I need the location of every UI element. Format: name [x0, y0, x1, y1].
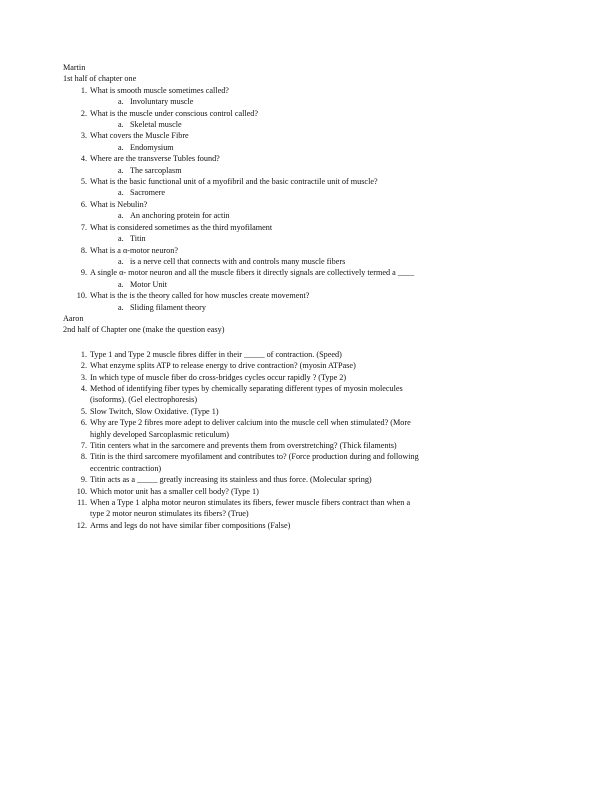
question-item [63, 440, 563, 451]
question-text: What is considered sometimes as the third myofilament [90, 222, 273, 232]
question-item [63, 290, 563, 313]
question-list-second-half [63, 349, 563, 532]
question-text: Titin centers what in the sarcomere and prevents them from overstretching? (Thick filaments) [90, 441, 397, 450]
question-text: Type 1 and Type 2 muscle fibres differ in their _____ of contraction. (Speed) [90, 349, 342, 359]
section-heading-first-half: 1st half of chapter one [63, 74, 137, 84]
question-number: 4. [80, 383, 87, 393]
answer-text: Sacromere [130, 188, 166, 198]
question-number: 5. [80, 177, 87, 187]
author-aaron: Aaron [63, 313, 84, 323]
question-number: 7. [80, 441, 87, 450]
answer-letter: a. [118, 256, 124, 266]
question-text: In which type of muscle fiber do cross-bridges cycles occur rapidly ? (Type 2) [90, 372, 347, 382]
author-martin: Martin [63, 63, 86, 72]
answer-item [90, 96, 563, 107]
answer-letter: a. [118, 97, 124, 107]
answer-letter: a. [118, 120, 124, 130]
answer-letter: a. [118, 188, 124, 198]
question-text: Where are the transverse Tubles found? [90, 154, 220, 164]
answer-item [90, 187, 563, 198]
question-text: Which motor unit has a smaller cell body? (Type 1) [90, 486, 259, 496]
question-item [63, 372, 563, 383]
question-text: Slow Twitch, Slow Oxidative. (Type 1) [90, 406, 219, 416]
question-item [63, 474, 563, 485]
question-text: What enzyme splits ATP to release energy to drive contraction? (myosin ATPase) [90, 361, 356, 371]
answer-item [90, 210, 563, 221]
question-text: What is Nebulin? [90, 199, 148, 209]
question-item [63, 153, 563, 176]
document-content [63, 62, 563, 531]
question-text: What is the is the theory called for how muscles create movement? [90, 291, 310, 301]
question-item [63, 383, 563, 406]
question-text: What covers the Muscle Fibre [90, 131, 189, 141]
question-item [63, 130, 563, 153]
question-text: What is the basic functional unit of a myofibril and the basic contractile unit of muscle? [90, 177, 378, 187]
question-number: 1. [80, 85, 87, 95]
question-item [63, 497, 563, 520]
answer-letter: a. [118, 165, 124, 175]
question-item [63, 349, 563, 360]
question-item [63, 222, 563, 245]
answer-text: Skeletal muscle [130, 120, 182, 130]
question-item [63, 176, 563, 199]
answer-item [90, 233, 563, 244]
answer-item [90, 142, 563, 153]
answer-text: Titin [130, 234, 146, 244]
question-number: 2. [80, 108, 87, 118]
question-text: When a Type 1 alpha motor neuron stimulates its fibers, fewer muscle fibers contract than when a type 2 motor neuron stimulates its fibers? (True) [90, 498, 411, 519]
answer-letter: a. [118, 234, 124, 244]
answer-letter: a. [118, 279, 124, 289]
question-item [63, 451, 563, 474]
question-text: Method of identifying fiber types by chemically separating different types of myosin molecules (isoforms). (Gel electrophoresis) [90, 383, 403, 405]
question-text: What is the muscle under conscious control called? [90, 108, 259, 118]
question-text: Arms and legs do not have similar fiber compositions (False) [90, 520, 291, 530]
question-item [63, 406, 563, 417]
question-item [63, 520, 563, 531]
answer-item [90, 279, 563, 290]
question-number: 9. [80, 268, 87, 278]
question-number: 3. [80, 131, 87, 141]
answer-text: is a nerve cell that connects with and controls many muscle fibers [130, 256, 346, 266]
answer-text: Involuntary muscle [130, 97, 194, 107]
question-item [63, 108, 563, 131]
question-number: 6. [80, 418, 87, 428]
question-number: 4. [80, 154, 87, 164]
answer-item [90, 256, 563, 267]
question-item [63, 199, 563, 222]
question-item [63, 486, 563, 497]
question-number: 10. [76, 291, 87, 301]
answer-item [90, 302, 563, 313]
answer-letter: a. [118, 302, 124, 312]
question-number: 2. [80, 361, 87, 371]
answer-text: The sarcoplasm [130, 165, 182, 175]
question-text: Why are Type 2 fibres more adept to deliver calcium into the muscle cell when stimulated? (More highly developed Sarcoplasmic reticulum) [90, 418, 411, 439]
question-number: 5. [80, 406, 87, 416]
question-number: 3. [80, 372, 87, 382]
question-number: 9. [80, 475, 87, 485]
spacer [63, 336, 563, 349]
question-text: A single α- motor neuron and all the muscle fibers it directly signals are collectively termed a ____ [90, 268, 415, 278]
answer-letter: a. [118, 142, 124, 152]
question-item [63, 417, 563, 440]
question-number: 7. [80, 222, 87, 232]
answer-text: Motor Unit [130, 279, 168, 289]
question-number: 8. [80, 245, 87, 255]
answer-text: Endomysium [130, 142, 174, 152]
question-text: What is smooth muscle sometimes called? [90, 85, 229, 95]
question-item [63, 245, 563, 268]
question-number: 6. [80, 199, 87, 209]
question-item [63, 267, 563, 290]
section-heading-second-half: 2nd half of Chapter one (make the question easy) [63, 325, 225, 335]
answer-letter: a. [118, 211, 124, 221]
answer-text: An anchoring protein for actin [130, 211, 230, 221]
question-text: What is a α-motor neuron? [90, 245, 178, 255]
question-item [63, 85, 563, 108]
answer-item [90, 165, 563, 176]
answer-text: Sliding filament theory [130, 302, 206, 312]
question-number: 12. [76, 520, 87, 530]
question-item [63, 360, 563, 371]
question-text: Titin is the third sarcomere myofilament and contributes to? (Force production during and following eccentric contraction) [90, 452, 419, 473]
question-list-first-half [63, 85, 563, 313]
question-number: 10. [76, 486, 87, 496]
question-number: 11. [77, 498, 87, 508]
question-number: 8. [80, 452, 87, 462]
question-text: Titin acts as a _____ greatly increasing its stainless and thus force. (Molecular spring) [90, 475, 372, 485]
answer-item [90, 119, 563, 130]
question-number: 1. [80, 349, 87, 359]
